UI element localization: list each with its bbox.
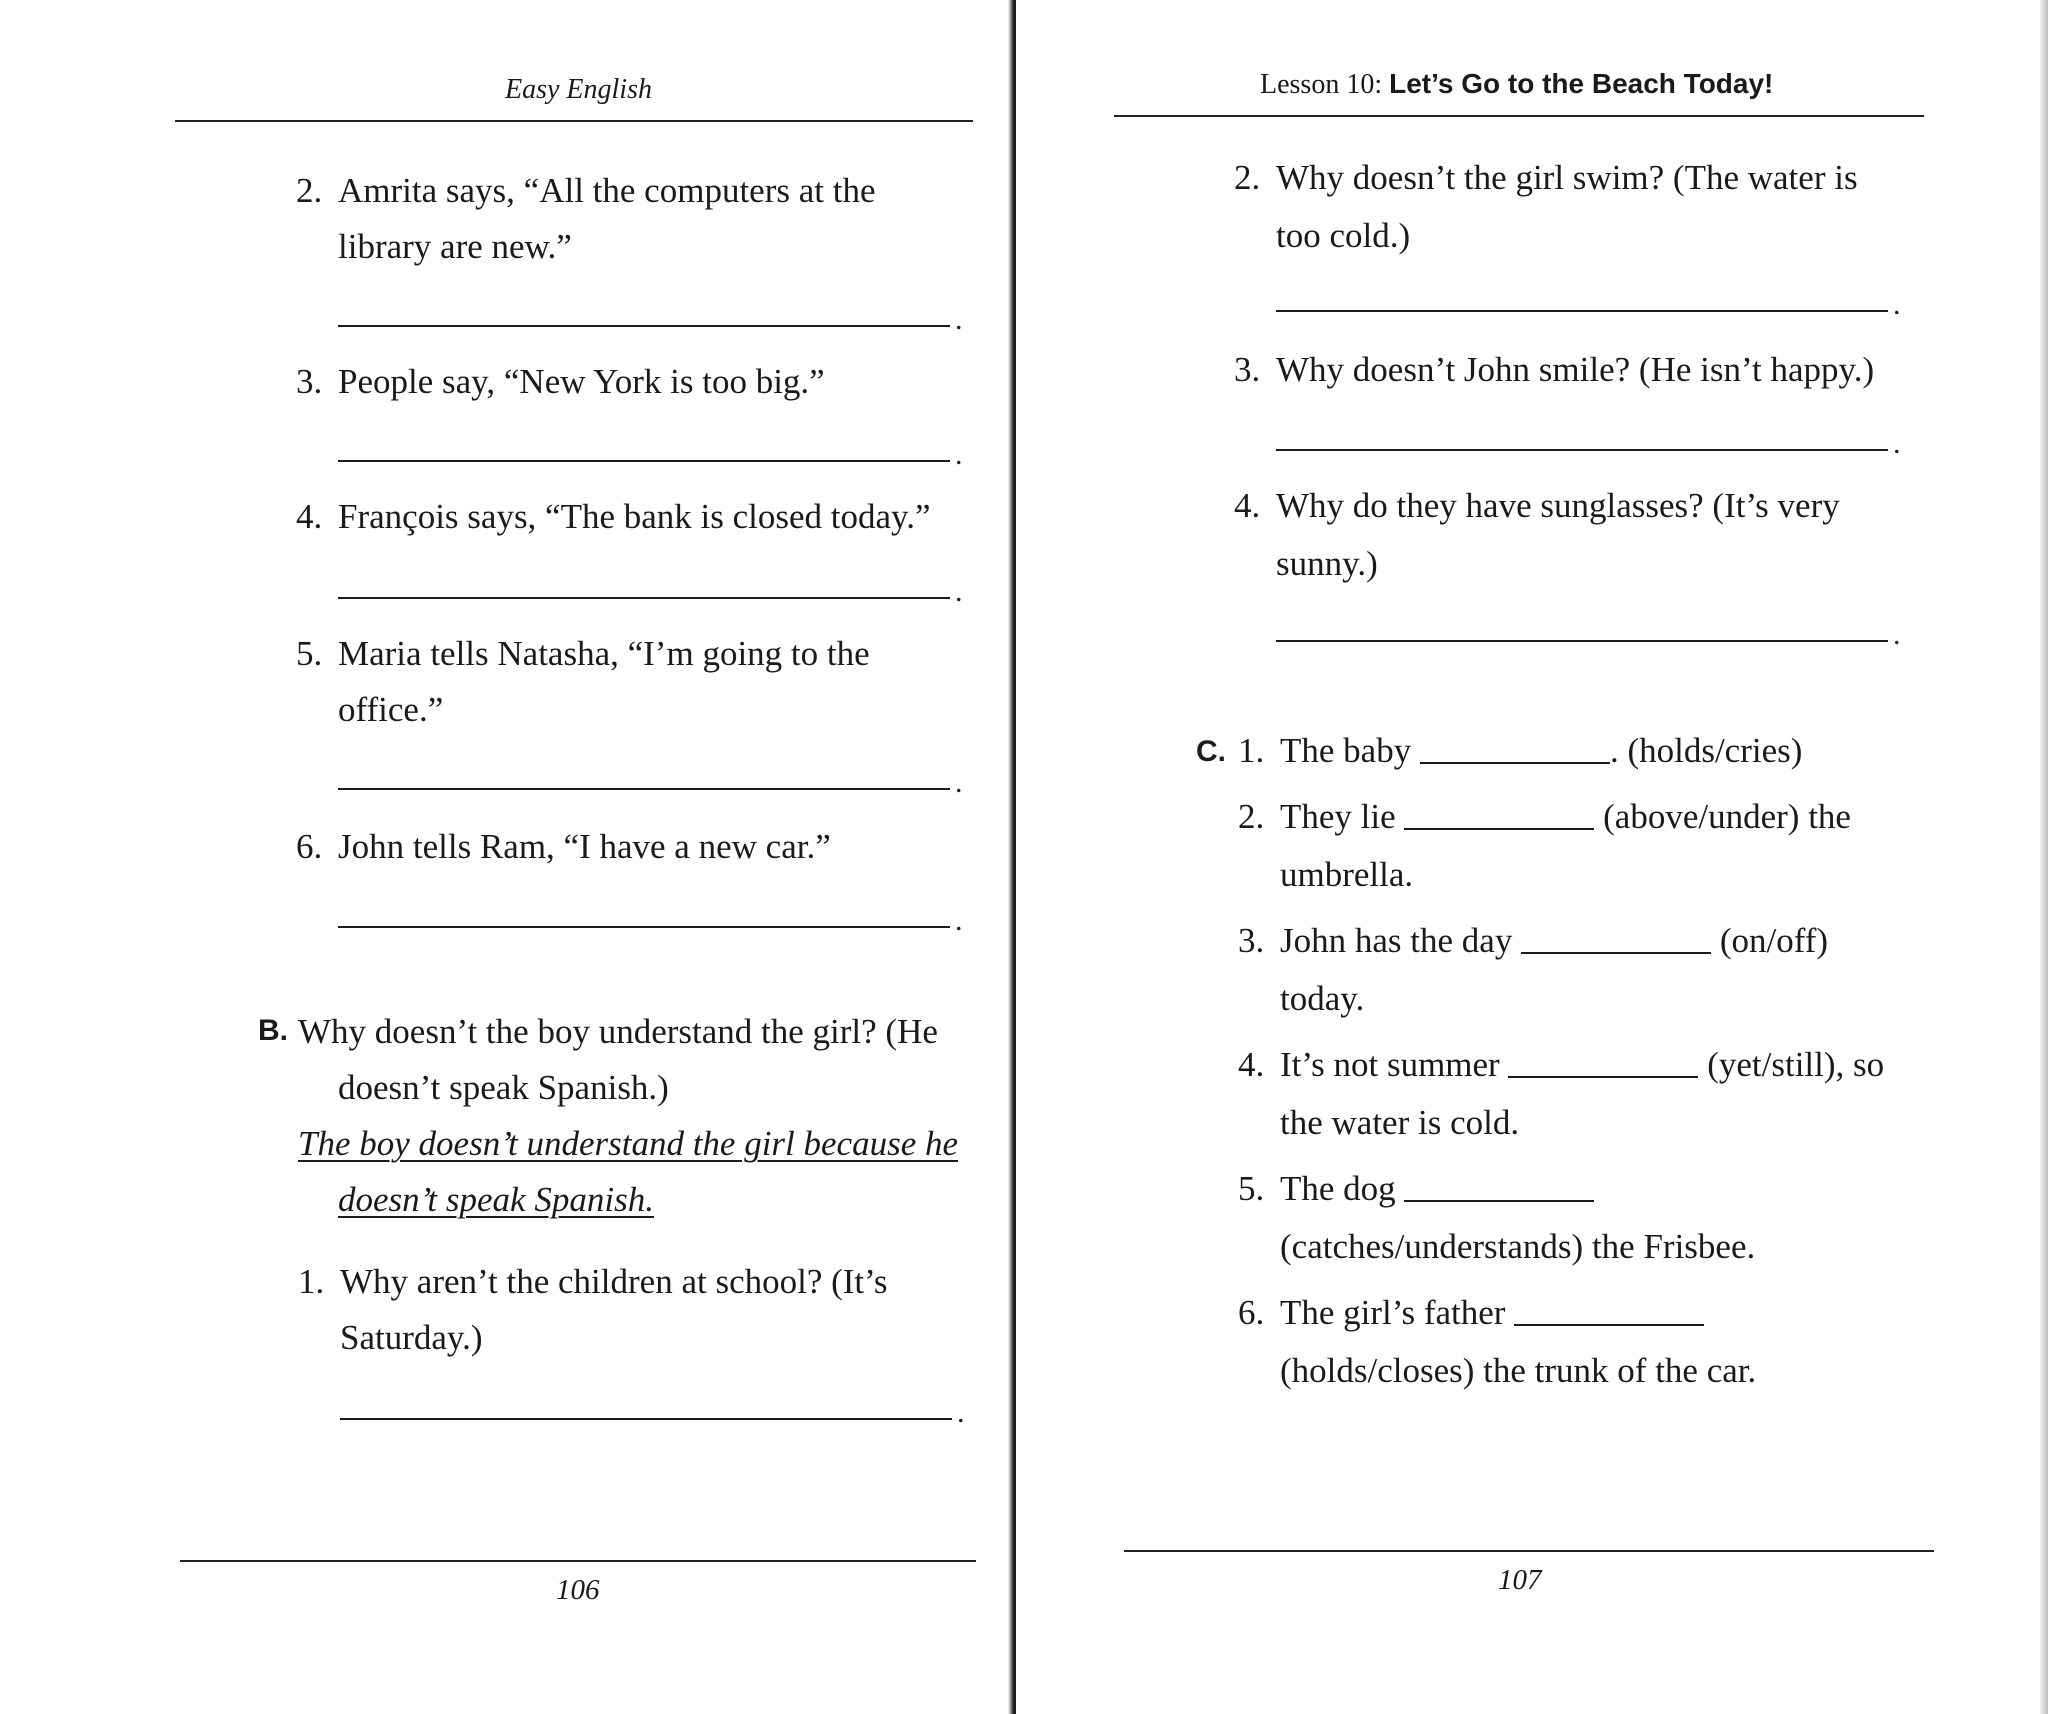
answer-blank[interactable] <box>338 597 950 599</box>
item-number: 4. <box>296 497 323 536</box>
header-lesson-label: Lesson 10: <box>1260 69 1390 100</box>
answer-blank[interactable] <box>338 460 950 462</box>
right-page <box>1016 0 2048 1714</box>
item-text: Why do they have sunglasses? (It’s very <box>1276 486 1840 525</box>
header-rule-left <box>175 120 973 122</box>
item-number: 4. <box>1234 486 1261 525</box>
item-text: sunny.) <box>1276 544 1378 583</box>
period: . <box>1893 427 1901 460</box>
item-number: 3. <box>1234 350 1261 389</box>
fill-in-blank[interactable] <box>1420 762 1610 764</box>
period: . <box>955 904 963 937</box>
item-number: 2. <box>1234 158 1261 197</box>
period: . <box>957 1396 965 1429</box>
fill-in-after: . (holds/cries) <box>1609 731 1803 770</box>
fill-in-item <box>1280 799 1851 834</box>
fill-in-item <box>1280 923 1828 958</box>
period: . <box>1893 618 1901 651</box>
example-answer: The boy doesn’t understand the girl because he <box>298 1124 959 1163</box>
period: . <box>1893 288 1901 321</box>
header-rule-right <box>1114 115 1924 117</box>
section-letter-b: B. <box>258 1014 288 1047</box>
item-text: too cold.) <box>1276 216 1411 255</box>
fill-in-blank[interactable] <box>1404 828 1594 830</box>
fill-in-before: The girl’s father <box>1280 1293 1506 1332</box>
answer-blank[interactable] <box>338 788 950 790</box>
item-number: 1. <box>298 1262 325 1301</box>
item-text: Maria tells Natasha, “I’m going to the <box>338 634 870 673</box>
answer-blank[interactable] <box>1276 449 1888 451</box>
item-number: 5. <box>1238 1169 1265 1208</box>
fill-in-before: It’s not summer <box>1280 1045 1500 1084</box>
answer-blank[interactable] <box>1276 640 1888 642</box>
period: . <box>955 438 963 471</box>
item-number: 5. <box>296 634 323 673</box>
item-text: the water is cold. <box>1280 1103 1520 1142</box>
fill-in-after: (above/under) the <box>1603 797 1851 836</box>
running-header-right <box>1260 68 1773 101</box>
fill-in-item <box>1280 733 1802 768</box>
period: . <box>955 303 963 336</box>
fill-in-blank[interactable] <box>1514 1324 1704 1326</box>
fill-in-blank[interactable] <box>1404 1200 1594 1202</box>
item-number: 3. <box>1238 921 1265 960</box>
item-text: umbrella. <box>1280 855 1414 894</box>
item-text: (catches/understands) the Frisbee. <box>1280 1227 1756 1266</box>
footer-rule-left <box>180 1560 976 1562</box>
page-number-right: 107 <box>1498 1564 1542 1596</box>
item-text: Amrita says, “All the computers at the <box>338 171 876 210</box>
answer-blank[interactable] <box>340 1418 952 1420</box>
section-letter-c: C. <box>1196 735 1226 768</box>
item-text: Saturday.) <box>340 1318 483 1357</box>
item-number: 2. <box>296 171 323 210</box>
item-text: library are new.” <box>338 227 572 266</box>
item-text: People say, “New York is too big.” <box>338 362 825 401</box>
fill-in-item <box>1280 1295 1704 1330</box>
section-b-prompt: doesn’t speak Spanish.) <box>338 1068 669 1107</box>
fill-in-before: The dog <box>1280 1169 1396 1208</box>
fill-in-item <box>1280 1171 1594 1206</box>
footer-rule-right <box>1124 1550 1934 1552</box>
answer-blank[interactable] <box>1276 310 1888 312</box>
period: . <box>955 575 963 608</box>
fill-in-after: (yet/still), so <box>1707 1045 1885 1084</box>
fill-in-before: They lie <box>1280 797 1396 836</box>
item-text: François says, “The bank is closed today.” <box>338 497 931 536</box>
answer-blank[interactable] <box>338 926 950 928</box>
item-number: 4. <box>1238 1045 1265 1084</box>
item-number: 1. <box>1238 731 1265 770</box>
page-edge <box>2040 0 2048 1714</box>
fill-in-item <box>1280 1047 1884 1082</box>
period: . <box>955 766 963 799</box>
section-b-prompt: Why doesn’t the boy understand the girl? (He <box>298 1012 938 1051</box>
fill-in-after: (on/off) <box>1719 921 1829 960</box>
fill-in-blank[interactable] <box>1521 952 1711 954</box>
item-number: 6. <box>296 827 323 866</box>
item-text: office.” <box>338 690 444 729</box>
running-header-left: Easy English <box>505 74 652 105</box>
fill-in-blank[interactable] <box>1508 1076 1698 1078</box>
item-text: (holds/closes) the trunk of the car. <box>1280 1351 1757 1390</box>
answer-blank[interactable] <box>338 325 950 327</box>
example-answer: doesn’t speak Spanish. <box>338 1180 654 1219</box>
item-number: 6. <box>1238 1293 1265 1332</box>
item-text: John tells Ram, “I have a new car.” <box>338 827 831 866</box>
header-lesson-title: Let’s Go to the Beach Today! <box>1389 68 1774 99</box>
item-number: 2. <box>1238 797 1265 836</box>
item-text: Why aren’t the children at school? (It’s <box>340 1262 888 1301</box>
fill-in-before: John has the day <box>1280 921 1513 960</box>
item-text: today. <box>1280 979 1365 1018</box>
page-number-left: 106 <box>556 1574 600 1606</box>
item-text: Why doesn’t John smile? (He isn’t happy.) <box>1276 350 1875 389</box>
item-number: 3. <box>296 362 323 401</box>
fill-in-before: The baby <box>1280 731 1412 770</box>
item-text: Why doesn’t the girl swim? (The water is <box>1276 158 1858 197</box>
left-page <box>0 0 1016 1714</box>
